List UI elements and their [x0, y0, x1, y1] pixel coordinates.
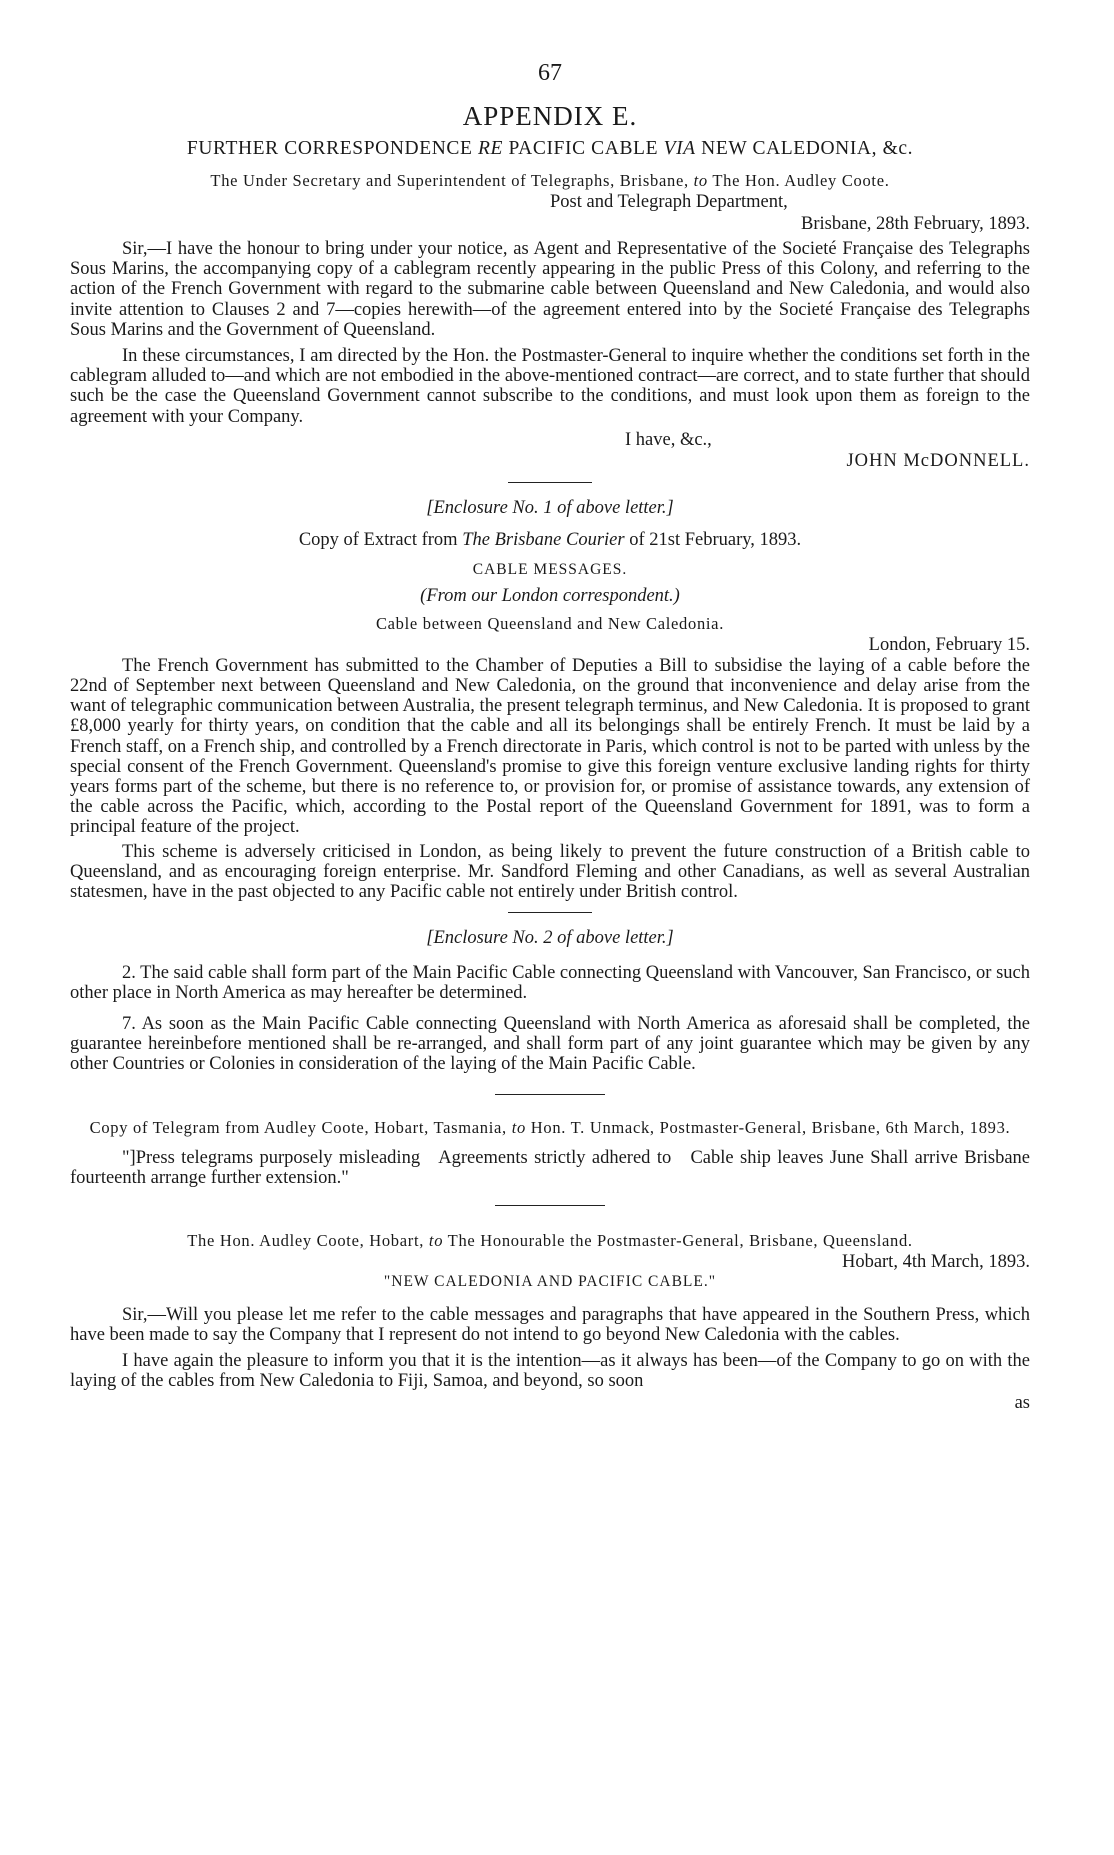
letter2-paragraph-2: I have again the pleasure to inform you that it is the intention—as it always has been—of the Company to go on with the laying of the cables from New Caledonia to Fiji, Samoa, and beyond, so soon: [70, 1351, 1030, 1392]
section-divider: [495, 1094, 605, 1095]
letter1-address-line1: Post and Telegraph Department,: [550, 192, 788, 212]
section-divider: [495, 1205, 605, 1206]
document-title: FURTHER CORRESPONDENCE RE PACIFIC CABLE VIA NEW CALEDONIA, &c.: [186, 138, 914, 159]
letter2-paragraph-1: Sir,—Will you please let me refer to the cable messages and paragraphs that have appeared in the Southern Press, which have been made to say the Company that I represent do not intend to go beyond New Caledonia with the cables.: [70, 1304, 1030, 1345]
enclosure1-dateline: London, February 15.: [868, 634, 1030, 655]
enclosure1-label: [Enclosure No. 1 of above letter.]: [426, 497, 674, 518]
appendix-heading: APPENDIX E.: [462, 101, 638, 131]
letter2-subject: "NEW CALEDONIA AND PACIFIC CABLE.": [383, 1272, 717, 1290]
letter2-dateline: Hobart, 4th March, 1893.: [841, 1251, 1030, 1272]
enclosure2-clause-7: 7. As soon as the Main Pacific Cable connecting Queensland with North America as aforesaid shall be completed, the guarantee hereinbefore mentioned shall be re-arranged, and shall form part of any joint guarantee which may be given by any other Countries or Colonies in consideration of the laying of the Main Pacific Cable.: [70, 1013, 1030, 1075]
section-divider: [508, 482, 592, 483]
catchword: as: [1014, 1392, 1030, 1413]
telegram-text: "]Press telegrams purposely misleading Agreements strictly adhered to Cable ship leaves June Shall arrive Brisbane fourteenth arrange further extension.": [70, 1148, 1035, 1189]
letter2-heading: The Hon. Audley Coote, Hobart, to The Honourable the Postmaster-General, Brisbane, Queensland.: [187, 1230, 913, 1250]
enclosure1-paragraph-2: This scheme is adversely criticised in London, as being likely to prevent the future construction of a British cable to Queensland, and as encouraging foreign enterprise. Mr. Sandford Fleming and other Canadians, as well as several Australian statesmen, have in the past objected to any Pacific cable not entirely under British control.: [70, 841, 1030, 903]
section-divider: [508, 912, 592, 913]
letter1-closing: I have, &c.,: [625, 429, 712, 450]
page-content: [70, 60, 1035, 1414]
telegram-heading: Copy of Telegram from Audley Coote, Hobart, Tasmania, to Hon. T. Unmack, Postmaster-General, Brisbane, 6th March, 1893.: [89, 1118, 1011, 1138]
letter1-paragraph-2: In these circumstances, I am directed by the Hon. the Postmaster-General to inquire whether the conditions set forth in the cablegram alluded to—and which are not embodied in the above-mentioned contract—are correct, and to state further that should such be the case the Queensland Government cannot subscribe to the conditions, and must look upon them as foreign to the agreement with your Company.: [70, 346, 1030, 427]
enclosure1-section-title: CABLE MESSAGES.: [472, 560, 628, 578]
letter1-paragraph-1: Sir,—I have the honour to bring under your notice, as Agent and Representative of the Societé Française des Telegraphs Sous Marins, the accompanying copy of a cablegram recently appearing in the public Press of this Colony, and referring to the action of the French Government with regard to the submarine cable between Queensland and New Caledonia, and would also invite attention to Clauses 2 and 7—copies herewith—of the agreement entered into by the Societé Française des Telegraphs Sous Marins and the Government of Queensland.: [70, 239, 1030, 340]
enclosure2-clause-2: 2. The said cable shall form part of the Main Pacific Cable connecting Queensland with Vancouver, San Francisco, or such other place in North America as may hereafter be determined.: [70, 963, 1030, 1004]
enclosure1-subhead: Cable between Queensland and New Caledonia.: [375, 613, 725, 633]
enclosure2-label: [Enclosure No. 2 of above letter.]: [426, 928, 674, 949]
enclosure1-paragraph-1: The French Government has submitted to the Chamber of Deputies a Bill to subsidise the laying of a cable before the 22nd of September next between Queensland and New Caledonia, on the ground that inconvenience and delay arise from the want of telegraphic communication between Australia, the present telegraph terminus, and New Caledonia. It is proposed to grant £8,000 yearly for thirty years, on condition that the cable and all its belongings shall be entirely French. It must be laid by a French staff, on a French ship, and controlled by a French directorate in Paris, which control is not to be parted with unless by the special consent of the French Government. Queensland's promise to give this foreign venture exclusive landing rights for thirty years forms part of the scheme, but there is no reference to, or provision for, or promise of assistance towards, any extension of the cable across the Pacific, which, according to the Postal report of the Queensland Government for 1891, was to form a principal feature of the project.: [70, 655, 1030, 838]
letter1-signature: JOHN McDONNELL.: [846, 450, 1030, 471]
page-number: 67: [538, 60, 562, 86]
enclosure1-copy-heading: Copy of Extract from The Brisbane Courier of 21st February, 1893.: [298, 529, 802, 550]
enclosure1-from: (From our London correspondent.): [420, 585, 680, 606]
letter1-address-line2: Brisbane, 28th February, 1893.: [801, 214, 1030, 234]
letter1-heading: The Under Secretary and Superintendent of Telegraphs, Brisbane, to The Hon. Audley Coote.: [210, 171, 890, 190]
